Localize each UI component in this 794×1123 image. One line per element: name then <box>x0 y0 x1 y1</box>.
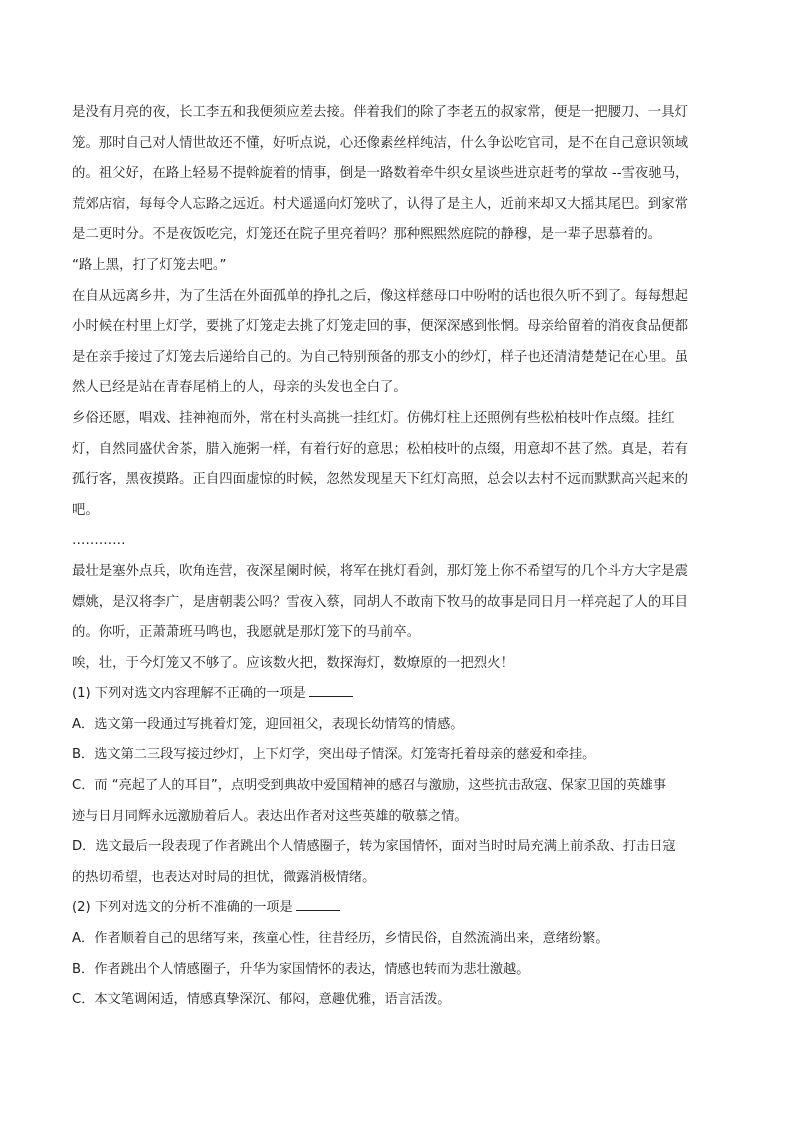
option-c: C．而 “亮起了人的耳目”，点明受到典故中爱国精神的感召与激励，这些抗击敌寇、保家卫国的英雄事 <box>72 778 667 794</box>
question-stem-text: (2) 下列对选文的分析不准确的一项是 <box>72 900 293 916</box>
text-line: 是在亲手接过了灯笼去后递给自己的。为自己特别预备的那支小的纱灯，样子也还清清楚楚记在心里。虽 <box>72 349 688 365</box>
text-line: 的。你听，正萧萧班马鸣也，我愿就是那灯笼下的马前卒。 <box>72 625 421 641</box>
answer-blank[interactable] <box>309 684 353 697</box>
passage-quote <box>72 251 722 282</box>
passage-paragraph-4 <box>72 557 722 649</box>
question-1 <box>72 679 722 893</box>
question-stem <box>72 679 722 710</box>
option-b: B．作者跳出个人情感圈子，升华为家国情怀的表达，情感也转而为悲壮激越。 <box>72 961 530 977</box>
option-a: A．作者顺着自己的思绪写来，孩童心性，往昔经历，乡情民俗，自然流淌出来，意绪纷繁。 <box>72 931 609 947</box>
question-stem <box>72 893 722 924</box>
text-line: 笼。那时自己对人情世故还不懂，好听点说，心还像素丝样纯洁，什么争讼吃官司，是不在自己意识领域 <box>72 135 688 151</box>
question-2 <box>72 893 722 1015</box>
question-stem-text: (1) 下列对选文内容理解不正确的一项是 <box>72 686 306 702</box>
passage-ellipsis <box>72 526 722 557</box>
option-d: D．选文最后一段表现了作者跳出个人情感圈子，转为家国情怀，面对当时时局充满上前杀敌、打击日寇 <box>72 839 676 855</box>
text-line: 小时候在村里上灯学，要挑了灯笼走去挑了灯笼走回的事，便深深感到怅惘。母亲给留着的消夜食品便都 <box>72 319 688 335</box>
option-d-continued: 的热切希望，也表达对时局的担忧，微露消极情绪。 <box>72 869 376 885</box>
option-c: C．本文笔调闲适，情感真挚深沉、郁闷，意趣优雅，语言活泼。 <box>72 992 451 1008</box>
option-b: B．选文第二三段写接过纱灯，上下灯学，突出母子情深。灯笼寄托着母亲的慈爱和牵挂。 <box>72 747 596 763</box>
text-line: ………… <box>72 533 126 549</box>
option-c-continued: 迹与日月同辉永远激励着后人。表达出作者对这些英雄的敬慕之情。 <box>72 808 468 824</box>
text-line: 的。祖父好，在路上轻易不提斡旋着的情事，倒是一路数着牵牛织女星谈些进京赶考的掌故 --雪夜驰马， <box>72 166 689 182</box>
text-line: 灯，自然同盛伏舍茶，腊入施粥一样，有着行好的意思；松柏枝叶的点缀，用意却不甚了然。真是，若有 <box>72 441 688 457</box>
text-line: 孤行客，黑夜摸路。正自四面虚惊的时候，忽然发现星天下红灯高照，总会以去村不远而默默高兴起来的 <box>72 472 688 488</box>
answer-blank[interactable] <box>296 898 340 911</box>
text-line: 最壮是塞外点兵，吹角连营，夜深星阑时候，将军在挑灯看剑，那灯笼上你不希望写的几个斗方大字是震 <box>72 563 688 579</box>
text-line: 唉，壮，于今灯笼又不够了。应该数火把，数探海灯，数燎原的一把烈火！ <box>72 655 514 671</box>
document-page <box>72 98 722 1016</box>
text-line: 荒郊店宿，每每令人忘路之远近。村犬遥遥向灯笼吠了，认得了是主人，近前来却又大摇其尾巴。到家常 <box>72 196 688 212</box>
text-line: 是没有月亮的夜，长工李五和我便须应差去接。伴着我们的除了李老五的叔家常，便是一把腰刀、一具灯 <box>72 105 688 120</box>
option-a: A．选文第一段通过写挑着灯笼，迎回祖父，表现长幼情笃的情感。 <box>72 716 464 732</box>
passage-paragraph-3 <box>72 404 722 526</box>
text-line: 然人已经是站在青春尾梢上的人，母亲的头发也全白了。 <box>72 380 407 396</box>
passage-paragraph-1 <box>72 98 722 251</box>
text-line: 是二更时分。不是夜饭吃完，灯笼还在院子里亮着吗？那种熙熙然庭院的静穆，是一辈子思慕着的。 <box>72 227 662 243</box>
text-line: 乡俗还愿，唱戏、挂神袍而外，常在村头高挑一挂红灯。仿佛灯柱上还照例有些松柏枝叶作点缀。挂红 <box>72 410 675 426</box>
text-line: 吧。 <box>72 502 99 518</box>
passage-paragraph-2 <box>72 282 722 404</box>
passage-paragraph-5 <box>72 649 722 680</box>
text-line: 在自从远离乡井，为了生活在外面孤单的挣扎之后，像这样慈母口中吩咐的话也很久听不到了。每每想起 <box>72 288 688 304</box>
text-line: “路上黑，打了灯笼去吧。” <box>72 257 227 273</box>
text-line: 嫖姚，是汉将李广，是唐朝裴公吗？雪夜入蔡，同胡人不敢南下牧马的故事是同日月一样亮起了人的耳目 <box>72 594 688 610</box>
